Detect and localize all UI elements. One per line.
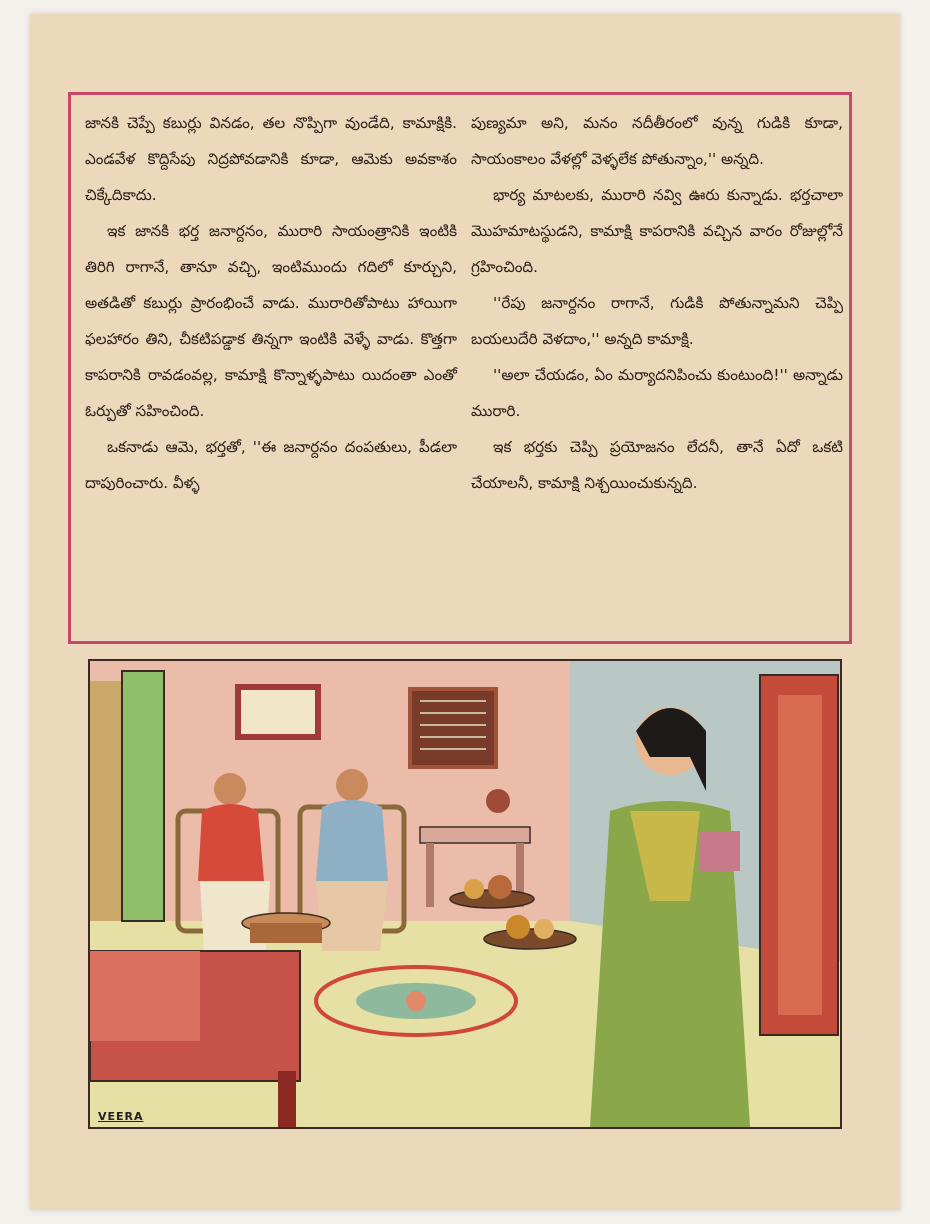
paragraph: భార్య మాటలకు, మురారి నవ్వి ఊరు కున్నాడు. భర్తచాలా మొహమాటస్థుడని, కామాక్షి కాపరానికి వచ్చిన వారం రోజుల్లోనే గ్రహించింది. — [471, 186, 843, 276]
man-left-head — [214, 773, 246, 805]
left-text-column — [85, 105, 457, 501]
right-text-column — [471, 105, 843, 501]
side-table — [420, 827, 530, 843]
paragraph: ఇక భర్తకు చెప్పి ప్రయోజనం లేదనీ, తానే ఏదో ఒకటి చేయాలనీ, కామాక్షి నిశ్చయించుకున్నది. — [471, 438, 843, 492]
story-illustration — [88, 659, 842, 1129]
paragraph: ''రేపు జనార్దనం రాగానే, గుడికి పోతున్నామని చెప్పి బయలుదేరి వెళదాం,'' అన్నది కామాక్షి. — [471, 294, 843, 348]
flower-vase — [486, 789, 510, 813]
paragraph: ''అలా చేయడం, ఏం మర్యాదనిపించు కుంటుంది!'' అన్నాడు మురారి. — [471, 366, 843, 420]
paragraph: పుణ్యమా అని, మనం నదీతీరంలో వున్న గుడికి కూడా, సాయంకాలం వేళల్లో వెళ్ళలేక పోతున్నాం,'' అన్నది. — [471, 114, 843, 168]
man-right-dhoti — [316, 881, 388, 951]
artist-signature: VEERA — [98, 1110, 144, 1123]
paragraph: ఒకనాడు ఆమె, భర్తతో, ''ఈ జనార్దనం దంపతులు, పీడలా దాపురించారు. వీళ్ళ — [85, 438, 457, 492]
man-right-shirt — [316, 800, 388, 881]
paragraph: ఇక జానకి భర్త జనార్దనం, మురారి సాయంత్రానికి ఇంటికి తిరిగి రాగానే, తానూ వచ్చి, ఇంటిముందు గదిలో కూర్చుని, అతడితో కబుర్లు ప్రారంభించే వాడు. మురారితోపాటు హాయిగా ఫలహారం తిని, చీకటిపడ్డాక తిన్నగా ఇంటికి వెళ్ళే వాడు. కొత్తగా కాపరానికి రావడంవల్ల, కామాక్షి కొన్నాళ్ళపాటు యిదంతా ఎంతో ఓర్పుతో సహించింది. — [85, 222, 457, 420]
illustration-scene — [90, 661, 840, 1127]
plate-lower — [484, 929, 576, 949]
man-right-head — [336, 769, 368, 801]
text-frame — [68, 92, 852, 644]
paragraph: జానకి చెప్పే కబుర్లు వినడం, తల నొప్పిగా వుండేది, కామాక్షికి. ఎండవేళ కొద్దిసేపు నిద్రపోవడానికి కూడా, ఆమెకు అవకాశం చిక్కేదికాదు. — [85, 114, 457, 204]
man-left-shirt — [198, 804, 264, 881]
wall-picture — [238, 687, 318, 737]
magazine-page — [30, 14, 900, 1210]
woman-blouse-sleeve — [700, 831, 740, 871]
open-door-panel — [122, 671, 164, 921]
